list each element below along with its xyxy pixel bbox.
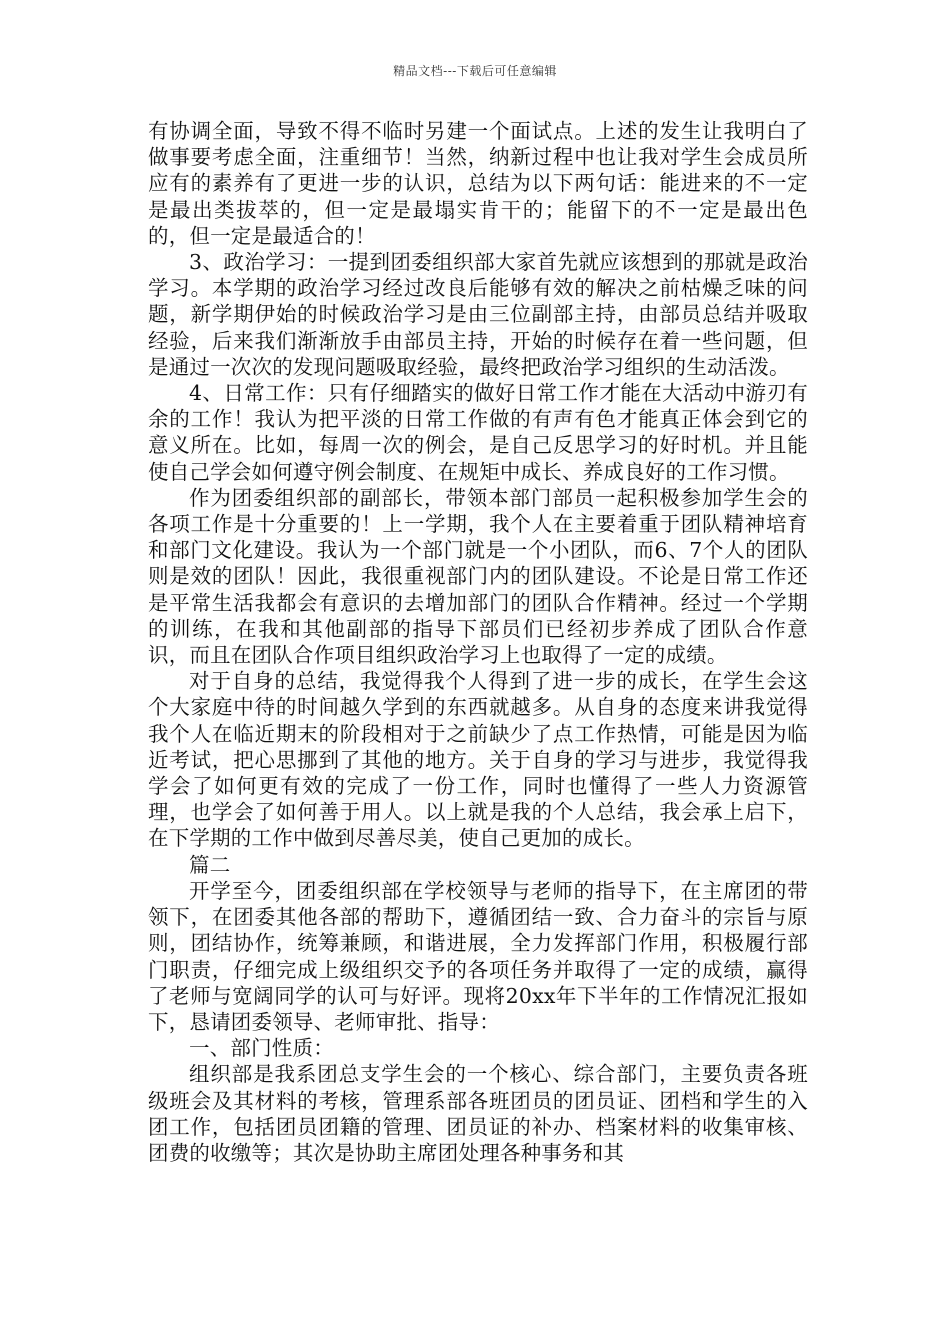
document-body [148, 118, 808, 1166]
page-header: 精品文档---下载后可任意编辑 [393, 64, 557, 78]
paragraph: 作为团委组织部的副部长，带领本部门部员一起积极参加学生会的各项工作是十分重要的！上一学期，我个人在主要着重于团队精神培育和部门文化建设。我认为一个部门就是一个小团队，而6、7个人的团队则是效的团队！因此，我很重视部门内的团队建设。不论是日常工作还是平常生活我都会有意识的去增加部门的团队合作精神。经过一个学期的训练，在我和其他副部的指导下部员们已经初步养成了团队合作意识，而且在团队合作项目组织政治学习上也取得了一定的成绩。 [148, 485, 808, 668]
paragraph: 对于自身的总结，我觉得我个人得到了进一步的成长，在学生会这个大家庭中待的时间越久学到的东西就越多。从自身的态度来讲我觉得我个人在临近期末的阶段相对于之前缺少了点工作热情，可能是因为临近考试，把心思挪到了其他的地方。关于自身的学习与进步，我觉得我学会了如何更有效的完成了一份工作，同时也懂得了一些人力资源管理，也学会了如何善于用人。以上就是我的个人总结，我会承上启下，在下学期的工作中做到尽善尽美，使自己更加的成长。 [148, 669, 808, 851]
section-heading: 篇二 [189, 852, 231, 877]
paragraph: 3、政治学习：一提到团委组织部大家首先就应该想到的那就是政治学习。本学期的政治学习经过改良后能够有效的解决之前枯燥乏味的问题，新学期伊始的时候政治学习是由三位副部主持，由部员总结并吸取经验，后来我们渐渐放手由部员主持，开始的时候存在着一些问题，但是通过一次次的发现问题吸取经验，最终把政治学习组织的生动活泼。 [148, 250, 808, 379]
section-heading: 一、部门性质： [189, 1036, 334, 1061]
paragraph: 4、日常工作：只有仔细踏实的做好日常工作才能在大活动中游刃有余的工作！我认为把平淡的日常工作做的有声有色才能真正体会到它的意义所在。比如，每周一次的例会，是自己反思学习的好时机。并且能使自己学会如何遵守例会制度、在规矩中成长、养成良好的工作习惯。 [148, 381, 808, 484]
paragraph: 组织部是我系团总支学生会的一个核心、综合部门，主要负责各班级班会及其材料的考核，管理系部各班团员的团员证、团档和学生的入团工作，包括团员团籍的管理、团员证的补办、档案材料的收集审核、团费的收缴等；其次是协助主席团处理各种事务和其 [148, 1062, 808, 1165]
paragraph: 有协调全面，导致不得不临时另建一个面试点。上述的发生让我明白了做事要考虑全面，注重细节！当然，纳新过程中也让我对学生会成员所应有的素养有了更进一步的认识，总结为以下两句话：能进来的不一定是最出类拔萃的，但一定是最塌实肯干的；能留下的不一定是最出色的，但一定是最适合的！ [148, 119, 808, 248]
paragraph: 开学至今，团委组织部在学校领导与老师的指导下，在主席团的带领下，在团委其他各部的帮助下，遵循团结一致、合力奋斗的宗旨与原则，团结协作，统筹兼顾，和谐进展，全力发挥部门作用，积极履行部门职责，仔细完成上级组织交予的各项任务并取得了一定的成绩，赢得了老师与宽阔同学的认可与好评。现将20xx年下半年的工作情况汇报如下，恳请团委领导、老师审批、指导： [148, 878, 808, 1034]
